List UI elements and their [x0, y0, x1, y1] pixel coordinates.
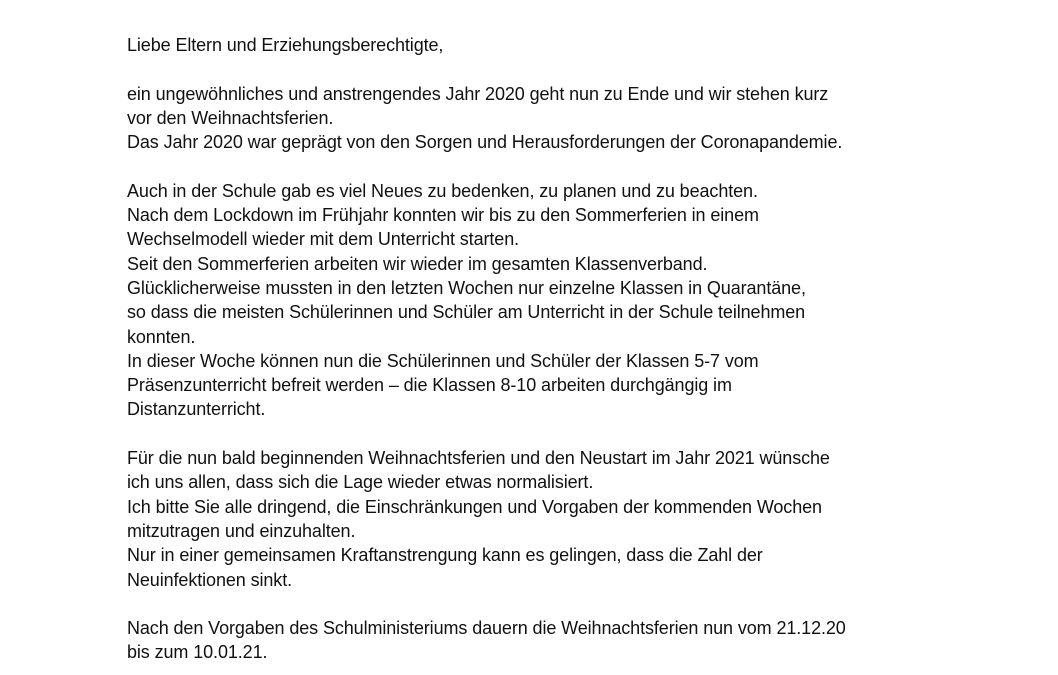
text-line: vor den Weihnachtsferien. — [127, 107, 334, 128]
letter-body — [127, 33, 1027, 665]
text-line: Glücklicherweise mussten in den letzten Wochen nur einzelne Klassen in Quarantäne, — [127, 277, 806, 298]
paragraph-year-2020 — [127, 82, 1027, 155]
text-line: Neuinfektionen sinkt. — [127, 569, 292, 590]
text-line: bis zum 10.01.21. — [127, 642, 268, 663]
text-line: Nach dem Lockdown im Frühjahr konnten wir bis zu den Sommerferien in einem — [127, 205, 759, 226]
paragraph-christmas-holidays — [127, 446, 1027, 592]
text-line: Wechselmodell wieder mit dem Unterricht starten. — [127, 229, 520, 250]
text-line: Nach den Vorgaben des Schulministeriums dauern die Weihnachtsferien nun vom 21.12.20 — [127, 618, 846, 639]
letter-greeting: Liebe Eltern und Erziehungsberechtigte, — [127, 35, 444, 55]
paragraph-school-year — [127, 179, 1027, 422]
text-line: Ich bitte Sie alle dringend, die Einschränkungen und Vorgaben der kommenden Wochen — [127, 496, 822, 517]
paragraph-holiday-dates — [127, 616, 1027, 665]
text-line: Für die nun bald beginnenden Weihnachtsferien und den Neustart im Jahr 2021 wünsche — [127, 448, 830, 469]
text-line: so dass die meisten Schülerinnen und Schüler am Unterricht in der Schule teilnehmen — [127, 302, 806, 323]
text-line: Seit den Sommerferien arbeiten wir wieder im gesamten Klassenverband. — [127, 253, 708, 274]
text-line: konnten. — [127, 326, 196, 347]
text-line: In dieser Woche können nun die Schülerinnen und Schüler der Klassen 5-7 vom — [127, 350, 759, 371]
text-line: mitzutragen und einzuhalten. — [127, 520, 356, 541]
text-line: Nur in einer gemeinsamen Kraftanstrengung kann es gelingen, dass die Zahl der — [127, 545, 763, 566]
text-line: ein ungewöhnliches und anstrengendes Jahr 2020 geht nun zu Ende und wir stehen kurz — [127, 83, 829, 104]
text-line: Das Jahr 2020 war geprägt von den Sorgen und Herausforderungen der Coronapandemie. — [127, 132, 843, 153]
text-line: Distanzunterricht. — [127, 399, 266, 420]
text-line: Präsenzunterricht befreit werden – die Klassen 8-10 arbeiten durchgängig im — [127, 375, 732, 396]
text-line: Auch in der Schule gab es viel Neues zu bedenken, zu planen und zu beachten. — [127, 180, 758, 201]
text-line: ich uns allen, dass sich die Lage wieder etwas normalisiert. — [127, 472, 594, 493]
